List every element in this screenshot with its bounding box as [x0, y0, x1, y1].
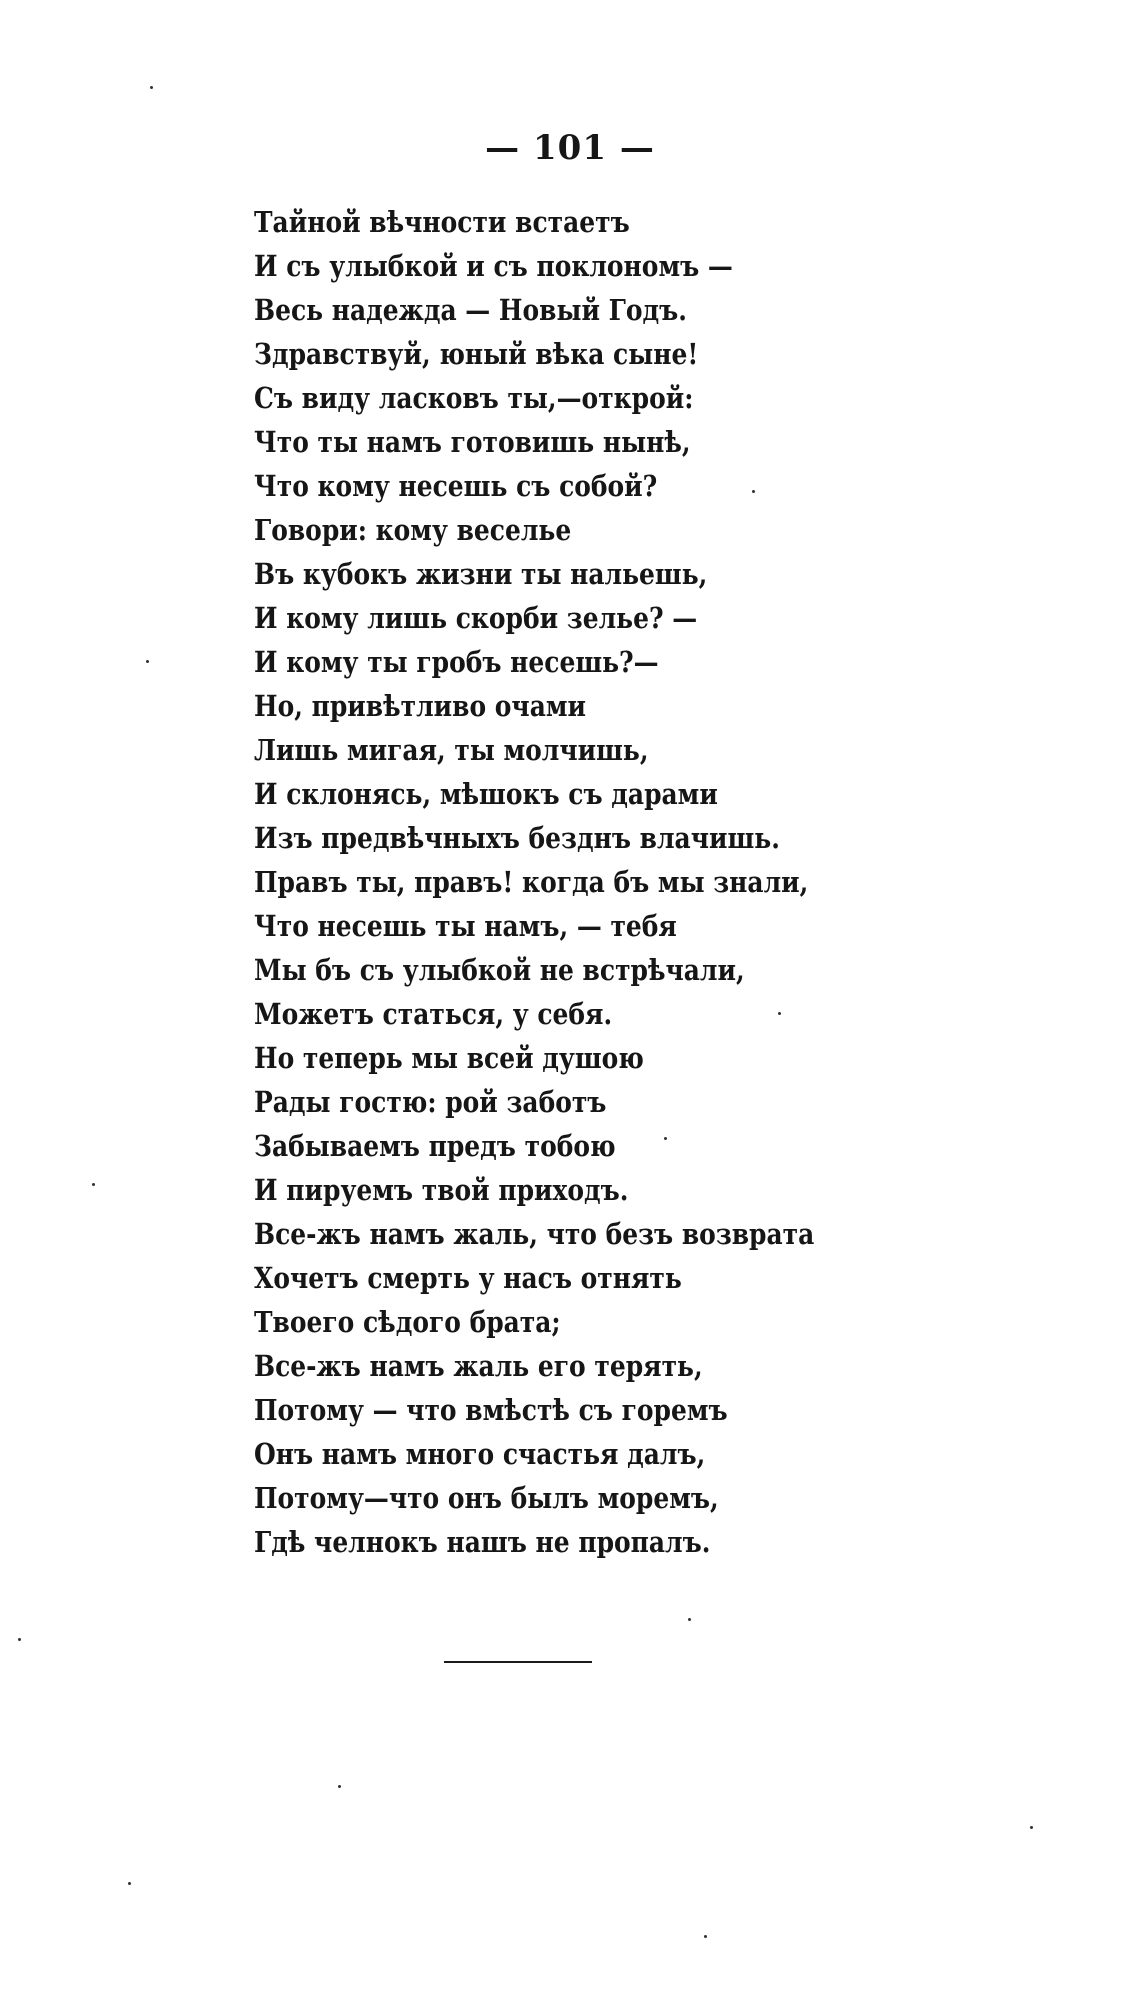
poem-line: Забываемъ предъ тобою: [254, 1129, 616, 1163]
poem-line: Что ты намъ готовишь нынѣ,: [254, 425, 691, 459]
poem-line: Что несешь ты намъ, — тебя: [254, 909, 677, 943]
poem-line: Потому — что вмѣстѣ съ горемъ: [254, 1393, 728, 1427]
poem-line: Гдѣ челнокъ нашъ не пропалъ.: [254, 1525, 711, 1559]
end-rule: [444, 1661, 592, 1663]
scan-speck: [778, 1012, 781, 1015]
scan-speck: [1030, 1826, 1033, 1829]
poem-line: Съ виду ласковъ ты,—открой:: [254, 381, 694, 415]
poem-line: Но теперь мы всей душою: [254, 1041, 644, 1075]
poem-line: И кому ты гробъ несешь?—: [254, 645, 659, 679]
scan-speck: [752, 490, 755, 493]
poem-line: Все-жъ намъ жаль его терять,: [254, 1349, 703, 1383]
scan-speck: [688, 1618, 691, 1621]
poem-line: И съ улыбкой и съ поклономъ —: [254, 249, 733, 283]
poem-line: Изъ предвѣчныхъ безднъ влачишь.: [254, 821, 780, 855]
poem-line: Мы бъ съ улыбкой не встрѣчали,: [254, 953, 745, 987]
scan-speck: [338, 1785, 341, 1788]
scan-speck: [128, 1882, 131, 1885]
poem-line: Въ кубокъ жизни ты нальешь,: [254, 557, 708, 591]
poem-line: Тайной вѣчности встаетъ: [254, 205, 630, 239]
poem-line: И склонясь, мѣшокъ съ дарами: [254, 777, 718, 811]
poem-line: Весь надежда — Новый Годъ.: [254, 293, 687, 327]
poem-line: Твоего сѣдого брата;: [254, 1305, 561, 1339]
poem-line: Что кому несешь съ собой?: [254, 469, 658, 503]
poem-line: Правъ ты, правъ! когда бъ мы знали,: [254, 865, 809, 899]
poem-line: Лишь мигая, ты молчишь,: [254, 733, 649, 767]
scan-speck: [18, 1638, 21, 1641]
scan-speck: [664, 1137, 667, 1140]
poem-line: И кому лишь скорби зелье? —: [254, 601, 698, 635]
scan-speck: [704, 1935, 707, 1938]
poem-line: Но, привѣтливо очами: [254, 689, 587, 723]
poem-line: Онъ намъ много счастья далъ,: [254, 1437, 706, 1471]
page-number: — 101 —: [485, 128, 655, 168]
poem-line: Можетъ статься, у себя.: [254, 997, 613, 1031]
poem-line: Все-жъ намъ жаль, что безъ возврата: [254, 1217, 815, 1251]
scan-speck: [150, 86, 153, 89]
poem-line: И пируемъ твой приходъ.: [254, 1173, 629, 1207]
poem-line: Здравствуй, юный вѣка сыне!: [254, 337, 699, 371]
poem-line: Хочетъ смерть у насъ отнять: [254, 1261, 682, 1295]
poem: [254, 200, 905, 1564]
poem-line: Рады гостю: рой заботъ: [254, 1085, 607, 1119]
poem-line: Говори: кому веселье: [254, 513, 572, 547]
scan-speck: [146, 660, 149, 663]
poem-line: Потому—что онъ былъ моремъ,: [254, 1481, 719, 1515]
scan-speck: [92, 1183, 95, 1186]
